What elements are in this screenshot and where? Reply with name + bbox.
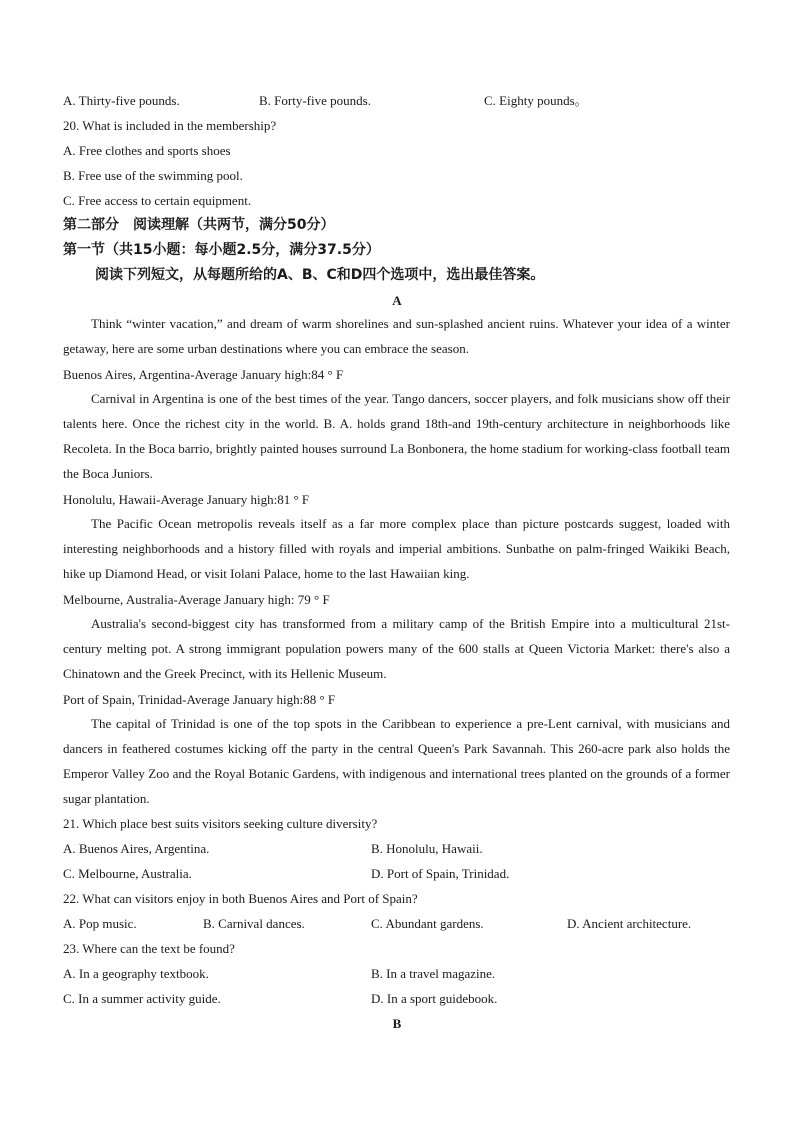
q23-option-c: C. In a summer activity guide. bbox=[63, 991, 221, 1006]
q20-question: 20. What is included in the membership? bbox=[63, 118, 277, 133]
q21-option-c: C. Melbourne, Australia. bbox=[63, 866, 192, 881]
q23-option-a: A. In a geography textbook. bbox=[63, 966, 209, 981]
city-text-melbourne: Australia's second-biggest city has transformed from a military camp of the British Empire into a multicultural 21st-century melting pot. A strong immigrant population powers many of the 600 stalls at Queen Victoria Market: there's also a Chinatown and the Greek Precinct, with its Hellenic Museum. bbox=[63, 616, 730, 681]
q22-option-c: C. Abundant gardens. bbox=[371, 916, 484, 931]
q19-option-a: A. Thirty-five pounds. bbox=[63, 93, 180, 108]
q20-option-c: C. Free access to certain equipment. bbox=[63, 193, 252, 208]
q21-option-b: B. Honolulu, Hawaii. bbox=[371, 841, 483, 856]
city-heading-melbourne: Melbourne, Australia-Average January high: 79 ° F bbox=[63, 592, 330, 607]
passage-intro: Think “winter vacation,” and dream of warm shorelines and sun-splashed ancient ruins. Whatever your idea of a winter getaway, here are some urban destinations where you can embrace the season. bbox=[63, 316, 730, 356]
q22-option-b: B. Carnival dances. bbox=[203, 916, 305, 931]
city-text-buenos-aires: Carnival in Argentina is one of the best times of the year. Tango dancers, soccer players, and folk musicians show off their talents here. Once the richest city in the world. B. A. holds grand 18th-and 19th-century architecture in neighborhoods like Recoleta. In the Boca barrio, brightly painted houses surround La Bonbonera, the home stadium for working-class football team the Boca Juniors. bbox=[63, 391, 730, 481]
q19-option-c: C. Eighty pounds。 bbox=[484, 93, 588, 108]
q21-option-a: A. Buenos Aires, Argentina. bbox=[63, 841, 210, 856]
city-text-port-of-spain: The capital of Trinidad is one of the top spots in the Caribbean to experience a pre-Lent carnival, with musicians and dancers in feathered costumes kicking off the party in the central Queen's Park Savannah. This 260-acre park also holds the Emperor Valley Zoo and the Royal Botanic Gardens, with indigenous and international trees planted on the grounds of a former sugar plantation. bbox=[63, 716, 730, 806]
passage-a-label: A bbox=[392, 293, 402, 308]
q19-option-b: B. Forty-five pounds. bbox=[259, 93, 371, 108]
city-text-honolulu: The Pacific Ocean metropolis reveals itself as a far more complex place than picture postcards suggest, loaded with interesting neighborhoods and a history filled with royals and imperial ambitions. Sunbathe on palm-fringed Waikiki Beach, hike up Diamond Head, or visit Iolani Palace, home to the last Hawaiian king. bbox=[63, 516, 730, 581]
q22-option-d: D. Ancient architecture. bbox=[567, 916, 692, 931]
q22-option-a: A. Pop music. bbox=[63, 916, 137, 931]
city-heading-port-of-spain: Port of Spain, Trinidad-Average January high:88 ° F bbox=[63, 692, 336, 707]
q21-option-d: D. Port of Spain, Trinidad. bbox=[371, 866, 510, 881]
instruction: 阅读下列短文，从每题所给的A、B、C和D四个选项中，选出最佳答案。 bbox=[95, 267, 545, 283]
q23-option-d: D. In a sport guidebook. bbox=[371, 991, 498, 1006]
city-heading-buenos-aires: Buenos Aires, Argentina-Average January high:84 ° F bbox=[63, 367, 344, 382]
q23-option-b: B. In a travel magazine. bbox=[371, 966, 496, 981]
passage-b-label: B bbox=[392, 1016, 402, 1031]
q23-question: 23. Where can the text be found? bbox=[63, 941, 235, 956]
q20-option-a: A. Free clothes and sports shoes bbox=[63, 143, 231, 158]
part-title: 第二部分 阅读理解（共两节，满分50分） bbox=[63, 217, 335, 233]
city-heading-honolulu: Honolulu, Hawaii-Average January high:81 ° F bbox=[63, 492, 310, 507]
q22-question: 22. What can visitors enjoy in both Buenos Aires and Port of Spain? bbox=[63, 891, 418, 906]
q20-option-b: B. Free use of the swimming pool. bbox=[63, 168, 243, 183]
subsection-title: 第一节（共15小题：每小题2.5分，满分37.5分） bbox=[63, 242, 380, 258]
q21-question: 21. Which place best suits visitors seeking culture diversity? bbox=[63, 816, 378, 831]
